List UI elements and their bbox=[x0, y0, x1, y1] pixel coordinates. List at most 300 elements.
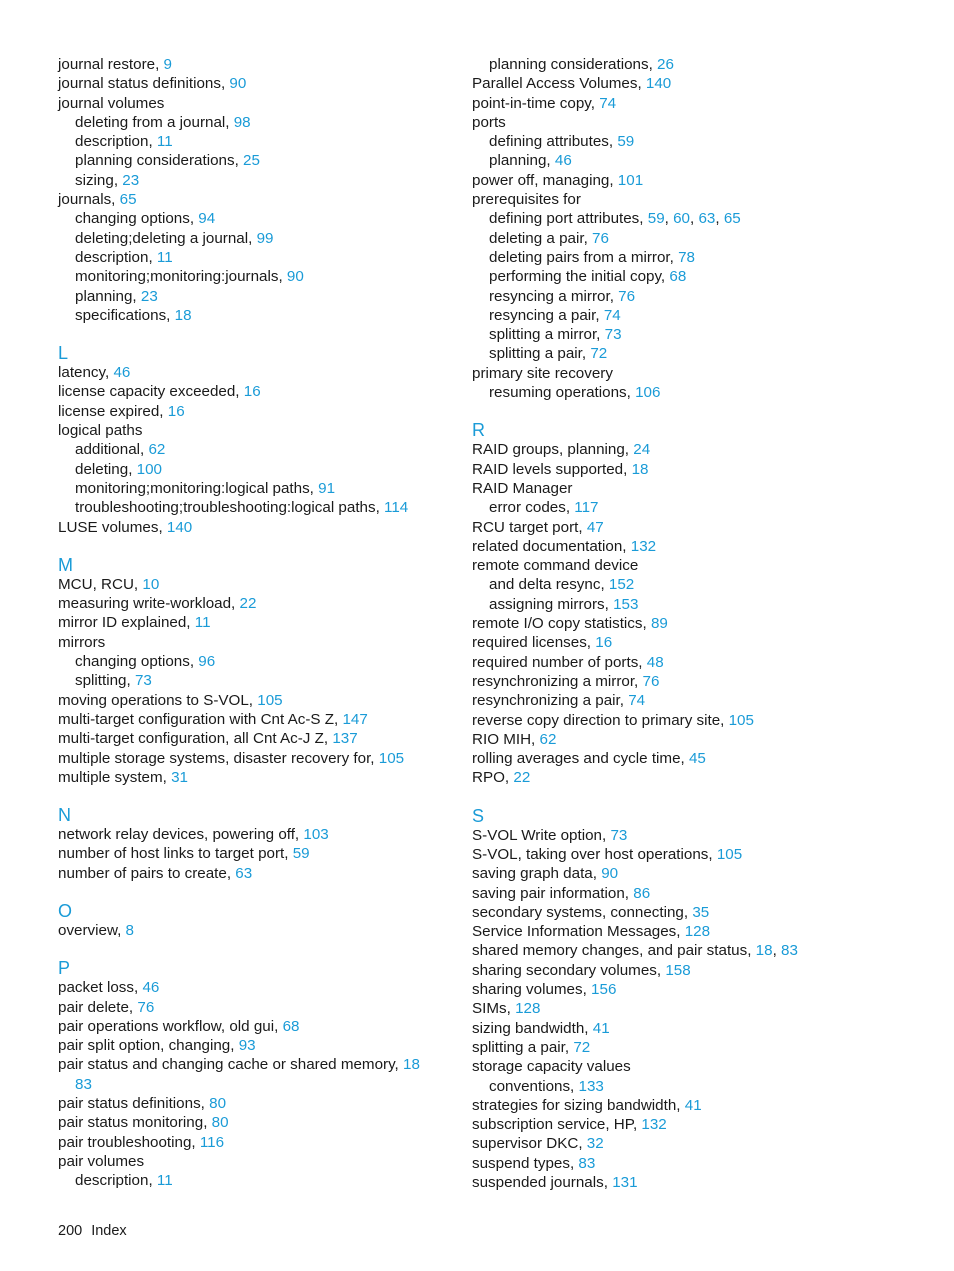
index-term: multiple system, bbox=[58, 768, 167, 786]
page-link[interactable]: 60 bbox=[673, 210, 691, 228]
index-entry bbox=[472, 113, 892, 132]
page-link[interactable]: 137 bbox=[332, 730, 358, 748]
index-entry bbox=[472, 1038, 892, 1057]
index-subentry bbox=[58, 440, 478, 459]
index-entry bbox=[58, 768, 478, 787]
page-link[interactable]: 18 bbox=[403, 1056, 420, 1074]
page-link[interactable]: 83 bbox=[578, 1154, 596, 1172]
page-link[interactable]: 156 bbox=[591, 981, 617, 999]
index-entry bbox=[58, 749, 478, 768]
page-link[interactable]: 65 bbox=[723, 210, 741, 228]
page-link[interactable]: 74 bbox=[603, 306, 621, 324]
index-term: shared memory changes, and pair status, bbox=[472, 942, 752, 960]
index-subentry bbox=[58, 171, 478, 190]
index-entry bbox=[472, 460, 892, 479]
page-link[interactable]: 90 bbox=[286, 268, 304, 286]
page-link[interactable]: 78 bbox=[678, 248, 695, 266]
index-subentry bbox=[472, 55, 892, 74]
index-term: measuring write-workload, bbox=[58, 595, 236, 613]
page-link[interactable]: 116 bbox=[199, 1133, 225, 1151]
page-separator: , bbox=[690, 210, 699, 228]
index-term: saving pair information, bbox=[472, 884, 630, 902]
index-entry bbox=[472, 190, 892, 209]
index-entry bbox=[58, 402, 478, 421]
page-link[interactable]: 99 bbox=[256, 229, 274, 247]
index-term: license expired, bbox=[58, 402, 164, 420]
index-entry bbox=[472, 364, 892, 383]
index-entry bbox=[58, 633, 478, 652]
page-link[interactable]: 147 bbox=[342, 710, 368, 728]
index-subentry bbox=[58, 151, 478, 170]
page-link[interactable]: 76 bbox=[137, 998, 155, 1016]
index-term: and delta resync, bbox=[489, 576, 605, 594]
index-term: sharing secondary volumes, bbox=[472, 961, 662, 979]
index-entry bbox=[472, 768, 892, 787]
index-subentry bbox=[472, 498, 892, 517]
index-entry bbox=[472, 749, 892, 768]
index-term: subscription service, HP, bbox=[472, 1116, 638, 1134]
page-link[interactable]: 8 bbox=[125, 921, 134, 939]
index-term: performing the initial copy, bbox=[489, 268, 666, 286]
index-term: pair split option, changing, bbox=[58, 1037, 235, 1055]
index-entry bbox=[58, 1017, 478, 1036]
index-section-letter: O bbox=[58, 900, 73, 921]
index-entry bbox=[472, 922, 892, 941]
index-subentry bbox=[472, 287, 892, 306]
page-link[interactable]: 41 bbox=[684, 1096, 702, 1114]
page-link[interactable]: 158 bbox=[665, 961, 691, 979]
index-term: Service Information Messages, bbox=[472, 923, 681, 941]
page-link[interactable]: 76 bbox=[618, 287, 636, 305]
page-link[interactable]: 16 bbox=[167, 402, 185, 420]
index-entry bbox=[58, 1075, 478, 1094]
index-entry bbox=[472, 980, 892, 999]
page-link[interactable]: 16 bbox=[243, 383, 261, 401]
page-link[interactable]: 132 bbox=[630, 537, 657, 555]
page-link[interactable]: 105 bbox=[378, 749, 405, 767]
page-link[interactable]: 59 bbox=[647, 210, 665, 228]
index-subentry bbox=[472, 229, 892, 248]
index-term: splitting a pair, bbox=[489, 345, 587, 363]
index-term: network relay devices, powering off, bbox=[58, 826, 300, 844]
index-term: required licenses, bbox=[472, 634, 592, 652]
index-subentry bbox=[472, 306, 892, 325]
index-entry bbox=[472, 1134, 892, 1153]
index-term: supervisor DKC, bbox=[472, 1135, 583, 1153]
index-term: number of pairs to create, bbox=[58, 864, 232, 882]
index-entry bbox=[472, 864, 892, 883]
index-term: logical paths bbox=[58, 422, 143, 440]
page-link[interactable]: 105 bbox=[257, 691, 283, 709]
index-entry bbox=[472, 614, 892, 633]
index-term: planning considerations, bbox=[489, 56, 653, 73]
page-link[interactable]: 152 bbox=[608, 576, 635, 594]
page-link[interactable]: 128 bbox=[684, 923, 711, 941]
index-term: pair delete, bbox=[58, 998, 134, 1016]
page-link[interactable]: 23 bbox=[140, 287, 158, 305]
index-entry bbox=[58, 575, 478, 594]
index-term: multiple storage systems, disaster recovery for, bbox=[58, 749, 375, 767]
index-term: reverse copy direction to primary site, bbox=[472, 711, 725, 729]
index-subentry bbox=[472, 1077, 892, 1096]
index-term: suspend types, bbox=[472, 1154, 575, 1172]
page-link[interactable]: 63 bbox=[698, 210, 716, 228]
page-link[interactable]: 90 bbox=[601, 865, 619, 883]
page-link[interactable]: 72 bbox=[590, 345, 608, 363]
index-entry bbox=[472, 1115, 892, 1134]
index-entry bbox=[58, 921, 478, 940]
index-subentry bbox=[58, 479, 478, 498]
index-term: journals, bbox=[58, 191, 116, 209]
index-entry bbox=[58, 825, 478, 844]
index-term: overview, bbox=[58, 921, 122, 939]
index-subentry bbox=[58, 209, 478, 228]
section-name: Index bbox=[91, 1223, 127, 1239]
page-link[interactable]: 80 bbox=[211, 1114, 229, 1132]
index-term: troubleshooting;troubleshooting:logical paths, bbox=[75, 499, 380, 517]
index-entry bbox=[472, 845, 892, 864]
index-subentry bbox=[472, 151, 892, 170]
index-term: SIMs, bbox=[472, 1000, 511, 1018]
index-term: journal status definitions, bbox=[58, 75, 226, 93]
index-term: MCU, RCU, bbox=[58, 575, 139, 593]
index-term: secondary systems, connecting, bbox=[472, 903, 689, 921]
page-link[interactable]: 74 bbox=[628, 692, 646, 710]
index-term: mirror ID explained, bbox=[58, 614, 191, 632]
index-term: power off, managing, bbox=[472, 171, 614, 189]
index-entry bbox=[472, 941, 892, 960]
page-link[interactable]: 91 bbox=[318, 479, 336, 497]
index-term: RPO, bbox=[472, 769, 510, 787]
index-term: resynchronizing a pair, bbox=[472, 692, 624, 710]
index-entry bbox=[58, 1055, 478, 1074]
page-link[interactable]: 9 bbox=[163, 56, 172, 73]
page-link[interactable]: 11 bbox=[156, 133, 173, 151]
page-link[interactable]: 25 bbox=[243, 152, 260, 170]
page-link[interactable]: 117 bbox=[574, 499, 599, 517]
page-link[interactable]: 80 bbox=[209, 1095, 227, 1113]
page-link[interactable]: 11 bbox=[156, 1172, 173, 1190]
page-link[interactable]: 89 bbox=[650, 615, 668, 633]
index-term: saving graph data, bbox=[472, 865, 597, 883]
index-term: specifications, bbox=[75, 306, 171, 324]
page-link[interactable]: 76 bbox=[642, 672, 660, 690]
page-link[interactable]: 140 bbox=[645, 75, 672, 93]
index-entry bbox=[472, 1154, 892, 1173]
index-entry bbox=[472, 440, 892, 459]
page-link[interactable]: 133 bbox=[578, 1077, 604, 1095]
index-term: sizing, bbox=[75, 171, 119, 189]
page-number: 200 bbox=[58, 1223, 83, 1239]
page-link[interactable]: 103 bbox=[303, 826, 329, 844]
index-entry bbox=[58, 998, 478, 1017]
page-link[interactable]: 83 bbox=[75, 1075, 92, 1093]
page-link[interactable]: 48 bbox=[646, 653, 664, 671]
index-entry bbox=[472, 672, 892, 691]
index-entry bbox=[472, 884, 892, 903]
index-term: mirrors bbox=[58, 633, 106, 651]
page-link[interactable]: 74 bbox=[599, 94, 617, 112]
index-term: pair troubleshooting, bbox=[58, 1133, 196, 1151]
index-subentry bbox=[472, 383, 892, 402]
page-link[interactable]: 24 bbox=[633, 441, 651, 459]
index-entry bbox=[58, 594, 478, 613]
index-term: latency, bbox=[58, 364, 110, 382]
index-term: ports bbox=[472, 113, 506, 131]
page-link[interactable]: 32 bbox=[586, 1135, 604, 1153]
index-term: sharing volumes, bbox=[472, 981, 587, 999]
index-entry bbox=[472, 1057, 892, 1076]
index-entry bbox=[472, 171, 892, 190]
index-term: monitoring;monitoring:journals, bbox=[75, 268, 283, 286]
index-entry bbox=[58, 1113, 478, 1132]
page-link[interactable]: 131 bbox=[612, 1174, 638, 1192]
index-entry bbox=[58, 1133, 478, 1152]
page-link[interactable]: 105 bbox=[728, 711, 754, 729]
index-entry bbox=[58, 710, 478, 729]
page-link[interactable]: 90 bbox=[229, 75, 247, 93]
page-link[interactable]: 73 bbox=[610, 826, 628, 844]
index-entry bbox=[472, 633, 892, 652]
index-term: defining attributes, bbox=[489, 133, 614, 151]
index-entry bbox=[58, 1152, 478, 1171]
page-link[interactable]: 11 bbox=[194, 614, 211, 632]
index-term: rolling averages and cycle time, bbox=[472, 750, 685, 768]
index-term: deleting;deleting a journal, bbox=[75, 229, 253, 247]
index-term: S-VOL, taking over host operations, bbox=[472, 845, 713, 863]
page-link[interactable]: 62 bbox=[539, 730, 557, 748]
index-subentry bbox=[58, 229, 478, 248]
page-link[interactable]: 98 bbox=[233, 113, 251, 131]
page-link[interactable]: 128 bbox=[515, 1000, 541, 1018]
page-link[interactable]: 63 bbox=[235, 864, 253, 882]
index-term: RAID levels supported, bbox=[472, 460, 628, 478]
index-term: changing options, bbox=[75, 653, 195, 671]
index-entry bbox=[472, 74, 892, 93]
index-term: pair status definitions, bbox=[58, 1095, 205, 1113]
index-term: journal restore, bbox=[58, 56, 160, 73]
index-subentry bbox=[58, 671, 478, 690]
index-term: RAID groups, planning, bbox=[472, 441, 630, 459]
page-link[interactable]: 26 bbox=[657, 56, 674, 73]
page-separator: , bbox=[715, 210, 724, 228]
page-link[interactable]: 100 bbox=[136, 460, 162, 478]
page-link[interactable]: 11 bbox=[156, 248, 173, 266]
index-term: resynchronizing a mirror, bbox=[472, 672, 639, 690]
index-entry bbox=[58, 190, 478, 209]
index-term: Parallel Access Volumes, bbox=[472, 75, 642, 93]
index-term: prerequisites for bbox=[472, 191, 581, 209]
index-subentry bbox=[58, 287, 478, 306]
index-entry bbox=[58, 382, 478, 401]
index-term: storage capacity values bbox=[472, 1058, 631, 1076]
page-link[interactable]: 59 bbox=[292, 845, 310, 863]
index-term: strategies for sizing bandwidth, bbox=[472, 1096, 681, 1114]
page-link[interactable]: 22 bbox=[513, 769, 531, 787]
index-subentry bbox=[472, 209, 892, 228]
page-link[interactable]: 94 bbox=[198, 210, 216, 228]
index-term: pair operations workflow, old gui, bbox=[58, 1017, 279, 1035]
index-term: defining port attributes, bbox=[489, 210, 644, 228]
index-term: splitting, bbox=[75, 672, 131, 690]
page-link[interactable]: 47 bbox=[586, 518, 604, 536]
index-subentry bbox=[58, 1171, 478, 1190]
page-link[interactable]: 106 bbox=[635, 384, 661, 402]
index-term: splitting a pair, bbox=[472, 1038, 570, 1056]
page-link[interactable]: 10 bbox=[142, 575, 160, 593]
index-term: RIO MIH, bbox=[472, 730, 536, 748]
index-term: LUSE volumes, bbox=[58, 518, 163, 536]
page-link[interactable]: 86 bbox=[633, 884, 651, 902]
index-entry bbox=[58, 55, 478, 74]
page-link[interactable]: 18 bbox=[631, 460, 649, 478]
index-subentry bbox=[472, 248, 892, 267]
page-link[interactable]: 72 bbox=[573, 1038, 591, 1056]
index-entry bbox=[472, 556, 892, 575]
page-link[interactable]: 96 bbox=[198, 653, 216, 671]
index-entry bbox=[472, 1096, 892, 1115]
page-link[interactable]: 93 bbox=[238, 1037, 256, 1055]
page-link[interactable]: 18 bbox=[174, 306, 192, 324]
page-link[interactable]: 140 bbox=[166, 518, 193, 536]
index-entry bbox=[58, 74, 478, 93]
page-link[interactable]: 59 bbox=[617, 133, 635, 151]
index-entry bbox=[58, 363, 478, 382]
index-entry bbox=[58, 1036, 478, 1055]
index-entry bbox=[472, 479, 892, 498]
index-entry bbox=[472, 999, 892, 1018]
index-term: monitoring;monitoring:logical paths, bbox=[75, 479, 314, 497]
index-term: S-VOL Write option, bbox=[472, 826, 607, 844]
index-term: remote command device bbox=[472, 557, 639, 575]
index-term: sizing bandwidth, bbox=[472, 1019, 589, 1037]
page-link[interactable]: 114 bbox=[384, 499, 409, 517]
page-link[interactable]: 73 bbox=[134, 672, 152, 690]
index-term: remote I/O copy statistics, bbox=[472, 615, 647, 633]
index-entry bbox=[472, 537, 892, 556]
index-subentry bbox=[58, 460, 478, 479]
index-subentry bbox=[58, 306, 478, 325]
index-term: planning, bbox=[75, 287, 137, 305]
page-link[interactable]: 76 bbox=[592, 229, 609, 247]
page-link[interactable]: 46 bbox=[142, 979, 160, 997]
index-entry bbox=[472, 1173, 892, 1192]
index-subentry bbox=[472, 575, 892, 594]
page-link[interactable]: 101 bbox=[617, 171, 644, 189]
index-section-letter: R bbox=[472, 420, 485, 441]
page-link[interactable]: 132 bbox=[641, 1116, 667, 1134]
index-column-right bbox=[472, 55, 892, 1192]
index-subentry bbox=[472, 344, 892, 363]
index-term: suspended journals, bbox=[472, 1174, 608, 1192]
page-link[interactable]: 62 bbox=[148, 441, 166, 459]
index-subentry bbox=[58, 132, 478, 151]
index-term: pair status and changing cache or shared memory, bbox=[58, 1056, 399, 1074]
page-link[interactable]: 16 bbox=[595, 634, 613, 652]
index-term: primary site recovery bbox=[472, 364, 613, 382]
index-term: related documentation, bbox=[472, 537, 627, 555]
page-separator: , bbox=[772, 942, 782, 960]
page-link[interactable]: 68 bbox=[669, 268, 687, 286]
page-link[interactable]: 73 bbox=[604, 326, 622, 344]
page-link[interactable]: 83 bbox=[781, 942, 798, 960]
page-separator: , bbox=[664, 210, 674, 228]
index-section-letter: N bbox=[58, 805, 71, 826]
index-term: changing options, bbox=[75, 210, 195, 228]
index-entry bbox=[58, 1094, 478, 1113]
page-link[interactable]: 46 bbox=[113, 364, 131, 382]
index-term: multi-target configuration with Cnt Ac-S Z, bbox=[58, 710, 339, 728]
index-entry bbox=[58, 421, 478, 440]
page-footer bbox=[58, 1222, 136, 1241]
index-section-letter: M bbox=[58, 554, 73, 575]
index-term: moving operations to S-VOL, bbox=[58, 691, 254, 709]
index-term: description, bbox=[75, 248, 153, 266]
index-term: number of host links to target port, bbox=[58, 845, 289, 863]
page-link[interactable]: 65 bbox=[119, 191, 137, 209]
index-subentry bbox=[472, 267, 892, 286]
page-link[interactable]: 35 bbox=[692, 903, 710, 921]
index-term: additional, bbox=[75, 441, 145, 459]
index-term: RCU target port, bbox=[472, 518, 583, 536]
page-link[interactable]: 18 bbox=[755, 942, 773, 960]
page-link[interactable]: 105 bbox=[716, 845, 743, 863]
index-entry bbox=[472, 961, 892, 980]
index-subentry bbox=[472, 132, 892, 151]
index-term: error codes, bbox=[489, 499, 571, 517]
index-term: pair volumes bbox=[58, 1152, 145, 1170]
index-term: resyncing a mirror, bbox=[489, 287, 614, 305]
index-entry bbox=[58, 978, 478, 997]
index-section-letter: S bbox=[472, 805, 485, 826]
index-section-letter: P bbox=[58, 958, 71, 979]
index-term: description, bbox=[75, 1172, 153, 1190]
index-entry bbox=[58, 613, 478, 632]
index-entry bbox=[472, 94, 892, 113]
page-link[interactable]: 68 bbox=[282, 1017, 300, 1035]
index-entry bbox=[58, 94, 478, 113]
index-entry bbox=[472, 1019, 892, 1038]
index-term: planning, bbox=[489, 152, 551, 170]
index-term: packet loss, bbox=[58, 979, 139, 997]
index-entry bbox=[472, 691, 892, 710]
index-column-left bbox=[58, 55, 478, 1191]
index-term: pair status monitoring, bbox=[58, 1114, 208, 1132]
page-link[interactable]: 45 bbox=[688, 750, 706, 768]
index-subentry bbox=[58, 248, 478, 267]
index-entry bbox=[58, 518, 478, 537]
index-term: license capacity exceeded, bbox=[58, 383, 240, 401]
page-link[interactable]: 22 bbox=[239, 595, 257, 613]
index-term: multi-target configuration, all Cnt Ac-J Z, bbox=[58, 730, 329, 748]
index-term: RAID Manager bbox=[472, 479, 573, 497]
index-term: deleting a pair, bbox=[489, 229, 588, 247]
index-entry bbox=[472, 903, 892, 922]
index-subentry bbox=[58, 498, 478, 517]
page-link[interactable]: 41 bbox=[592, 1019, 610, 1037]
index-subentry bbox=[58, 267, 478, 286]
index-subentry bbox=[58, 652, 478, 671]
index-entry bbox=[472, 653, 892, 672]
page-link[interactable]: 153 bbox=[613, 595, 639, 613]
index-term: required number of ports, bbox=[472, 653, 643, 671]
page-link[interactable]: 46 bbox=[554, 152, 572, 170]
index-entry bbox=[58, 691, 478, 710]
index-entry bbox=[472, 826, 892, 845]
page-link[interactable]: 23 bbox=[122, 171, 140, 189]
page-link[interactable]: 31 bbox=[171, 768, 189, 786]
index-term: deleting from a journal, bbox=[75, 113, 230, 131]
